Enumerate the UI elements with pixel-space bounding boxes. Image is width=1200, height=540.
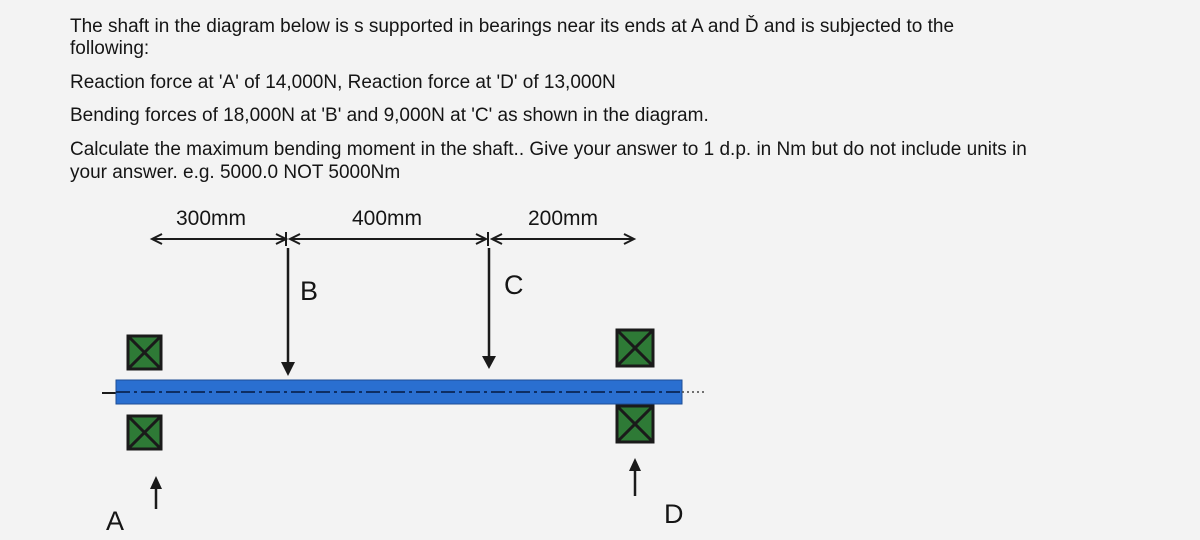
dimension-line-ab (152, 232, 286, 246)
shaft (102, 380, 704, 404)
force-arrow-b (281, 248, 295, 376)
point-label-c: C (504, 270, 524, 300)
question-line-6: your answer. e.g. 5000.0 NOT 5000Nm (70, 162, 401, 183)
point-label-d: D (664, 499, 684, 529)
dimension-label-ab: 300mm (176, 207, 247, 230)
question-line-1: The shaft in the diagram below is s supported in bearings near its ends at A and Ď and is subjected to the (70, 16, 955, 37)
dimension-label-cd: 200mm (528, 207, 599, 230)
dimension-line-bc (290, 232, 488, 246)
dimension-line-cd (492, 234, 634, 244)
bearing-a-top (128, 336, 161, 369)
point-label-a: A (106, 506, 125, 536)
bearing-d-bottom (617, 406, 653, 442)
reaction-arrow-d (629, 458, 641, 496)
force-arrow-c (482, 248, 496, 369)
dimension-label-bc: 400mm (352, 207, 423, 230)
question-line-2: following: (70, 38, 150, 59)
question-line-4: Bending forces of 18,000N at 'B' and 9,000N at 'C' as shown in the diagram. (70, 105, 709, 126)
reaction-arrow-a (150, 476, 162, 509)
bearing-a-bottom (128, 416, 161, 449)
question-line-5: Calculate the maximum bending moment in the shaft.. Give your answer to 1 d.p. in Nm but do not include units in (70, 139, 1027, 160)
point-label-b: B (300, 276, 319, 306)
bearing-d-top (617, 330, 653, 366)
question-line-3: Reaction force at 'A' of 14,000N, Reaction force at 'D' of 13,000N (70, 72, 616, 93)
